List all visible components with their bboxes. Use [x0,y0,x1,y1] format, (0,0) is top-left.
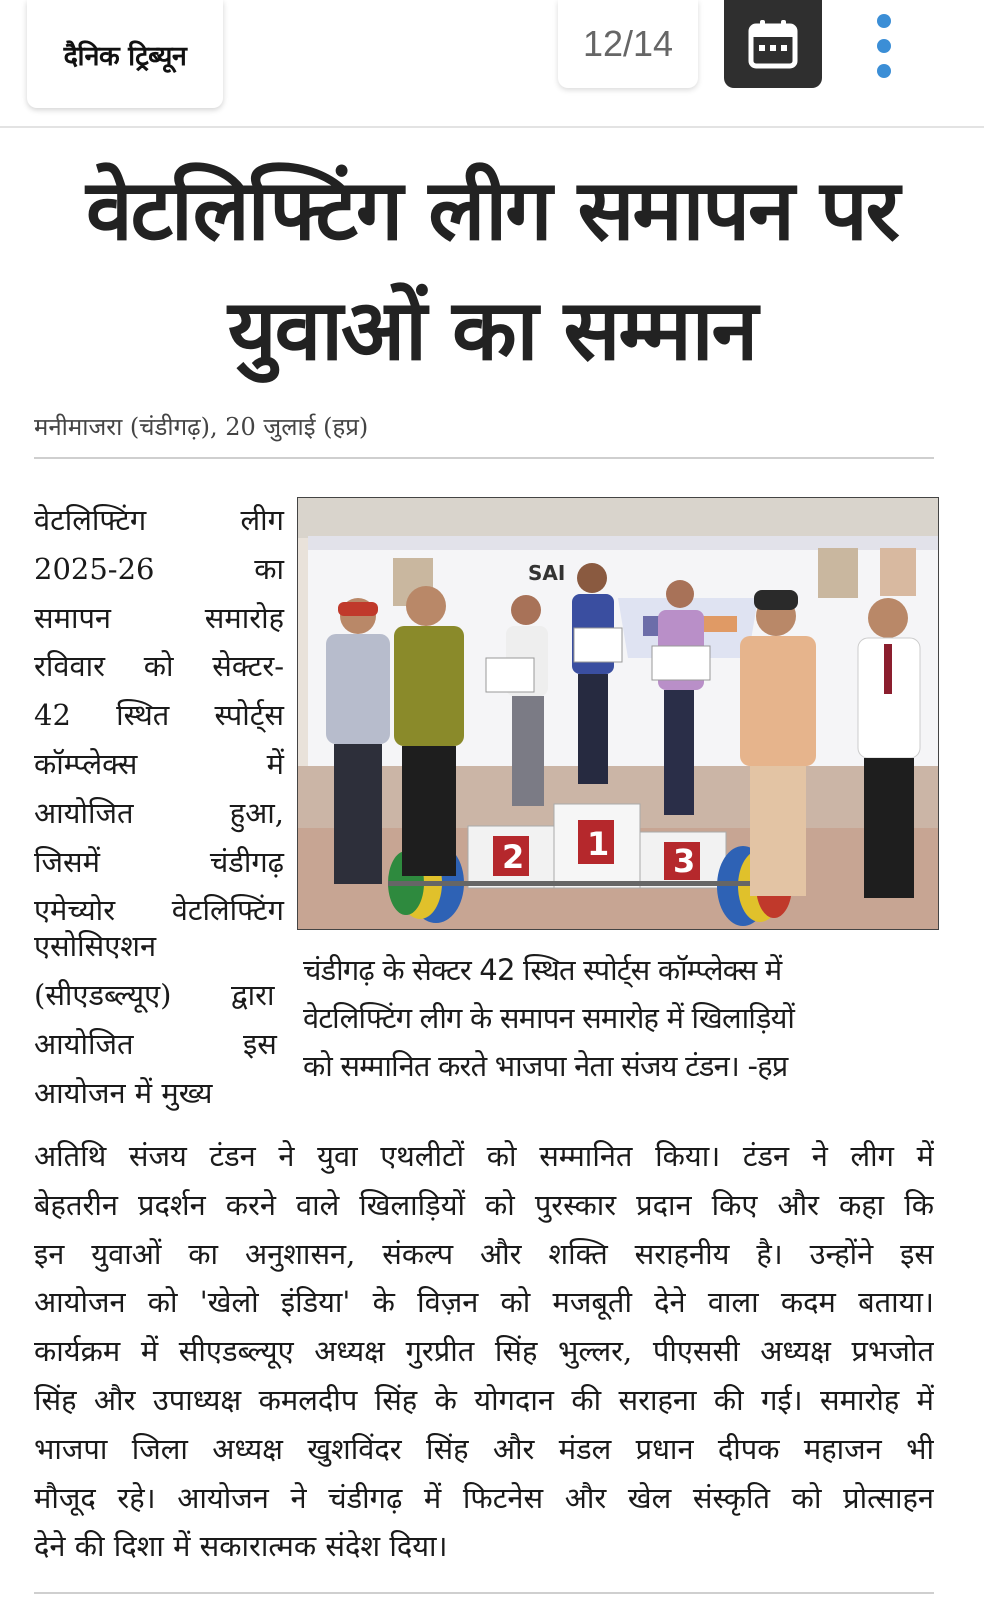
page-indicator[interactable] [558,0,698,88]
podium-number: 3 [673,842,696,880]
banner-text: SAI [528,561,566,585]
text-line: 42 स्थित स्पोर्ट्स [34,698,284,733]
top-bar [0,0,984,128]
text-line: 2025-26 का [34,551,284,586]
body-line: अतिथि संजय टंडन ने युवा एथलीटों को सम्मानित किया। टंडन ने लीग में [34,1139,934,1173]
caption-line: चंडीगढ़ के सेक्टर 42 स्थित स्पोर्ट्स कॉम्प्लेक्स में [303,953,782,987]
article-photo[interactable] [297,497,939,930]
body-line: कार्यक्रम में सीएडब्ल्यूए अध्यक्ष गुरप्रीत सिंह भुल्लर, पीएससी अध्यक्ष प्रभजोत [34,1334,934,1369]
body-line: मौजूद रहे। आयोजन ने चंडीगढ़ में फिटनेस और खेल संस्कृति को प्रोत्साहन [34,1480,934,1515]
text-line: वेटलिफ्टिंग लीग [34,503,284,537]
podium-number: 2 [502,838,525,876]
text-line: एसोसिएशन [34,929,157,963]
award-ceremony-photo [298,498,939,930]
body-line: इन युवाओं का अनुशासन, संकल्प और शक्ति सराहनीय है। उन्होंने इस [34,1236,934,1271]
text-line: द्वारा [231,978,275,1012]
caption-line: को सम्मानित करते भाजपा नेता संजय टंडन। -हप्र [303,1049,788,1083]
text-line: रविवार को सेक्टर- [34,649,284,684]
calendar-icon [747,19,799,69]
text-line: जिसमें चंडीगढ़ [34,844,284,879]
body-line: भाजपा जिला अध्यक्ष खुशविंदर सिंह और मंडल प्रधान दीपक महाजन भी [34,1431,934,1466]
newspaper-logo[interactable] [27,0,223,108]
caption-line: वेटलिफ्टिंग लीग के समापन समारोह में खिलाड़ियों [303,1001,795,1035]
article-body [34,1132,934,1571]
text-line: (सीएडब्ल्यूए) [34,978,172,1012]
page-indicator-text: 12/14 [582,23,674,64]
divider [34,457,934,459]
text-line: कॉम्प्लेक्स में [34,746,284,781]
article-headline [20,150,964,390]
dateline: मनीमाजरा (चंडीगढ़), 20 जुलाई (हप्र) [34,413,369,441]
text-line: आयोजन में मुख्य [34,1076,213,1110]
text-line: आयोजित [34,1027,134,1061]
more-vertical-icon [877,14,891,28]
text-line: इस [243,1027,277,1061]
calendar-button[interactable] [724,0,822,88]
text-line: आयोजित हुआ, [34,795,284,830]
body-line: बेहतरीन प्रदर्शन करने वाले खिलाड़ियों को पुरस्कार प्रदान किए और कहा कि [34,1187,934,1222]
text-line: एमेच्योर वेटलिफ्टिंग [34,893,284,928]
body-line: देने की दिशा में सकारात्मक संदेश दिया। [34,1529,448,1564]
divider [34,1592,934,1594]
article-left-column [34,496,284,935]
body-line: सिंह और उपाध्यक्ष कमलदीप सिंह के योगदान की सराहना की गई। समारोह में [34,1382,934,1417]
logo-text: दैनिक ट्रिब्यून [63,40,187,72]
body-line: आयोजन को 'खेलो इंडिया' के विज़न को मजबूती देने वाला कदम बताया। [34,1285,934,1320]
text-line: समापन समारोह [34,600,284,635]
headline-line-2: युवाओं का सम्मान [227,281,757,379]
more-options-button[interactable] [866,14,902,78]
headline-line-1: वेटलिफ्टिंग लीग समापन पर [85,161,899,259]
photo-caption [303,946,939,1090]
podium-number: 1 [587,825,610,863]
